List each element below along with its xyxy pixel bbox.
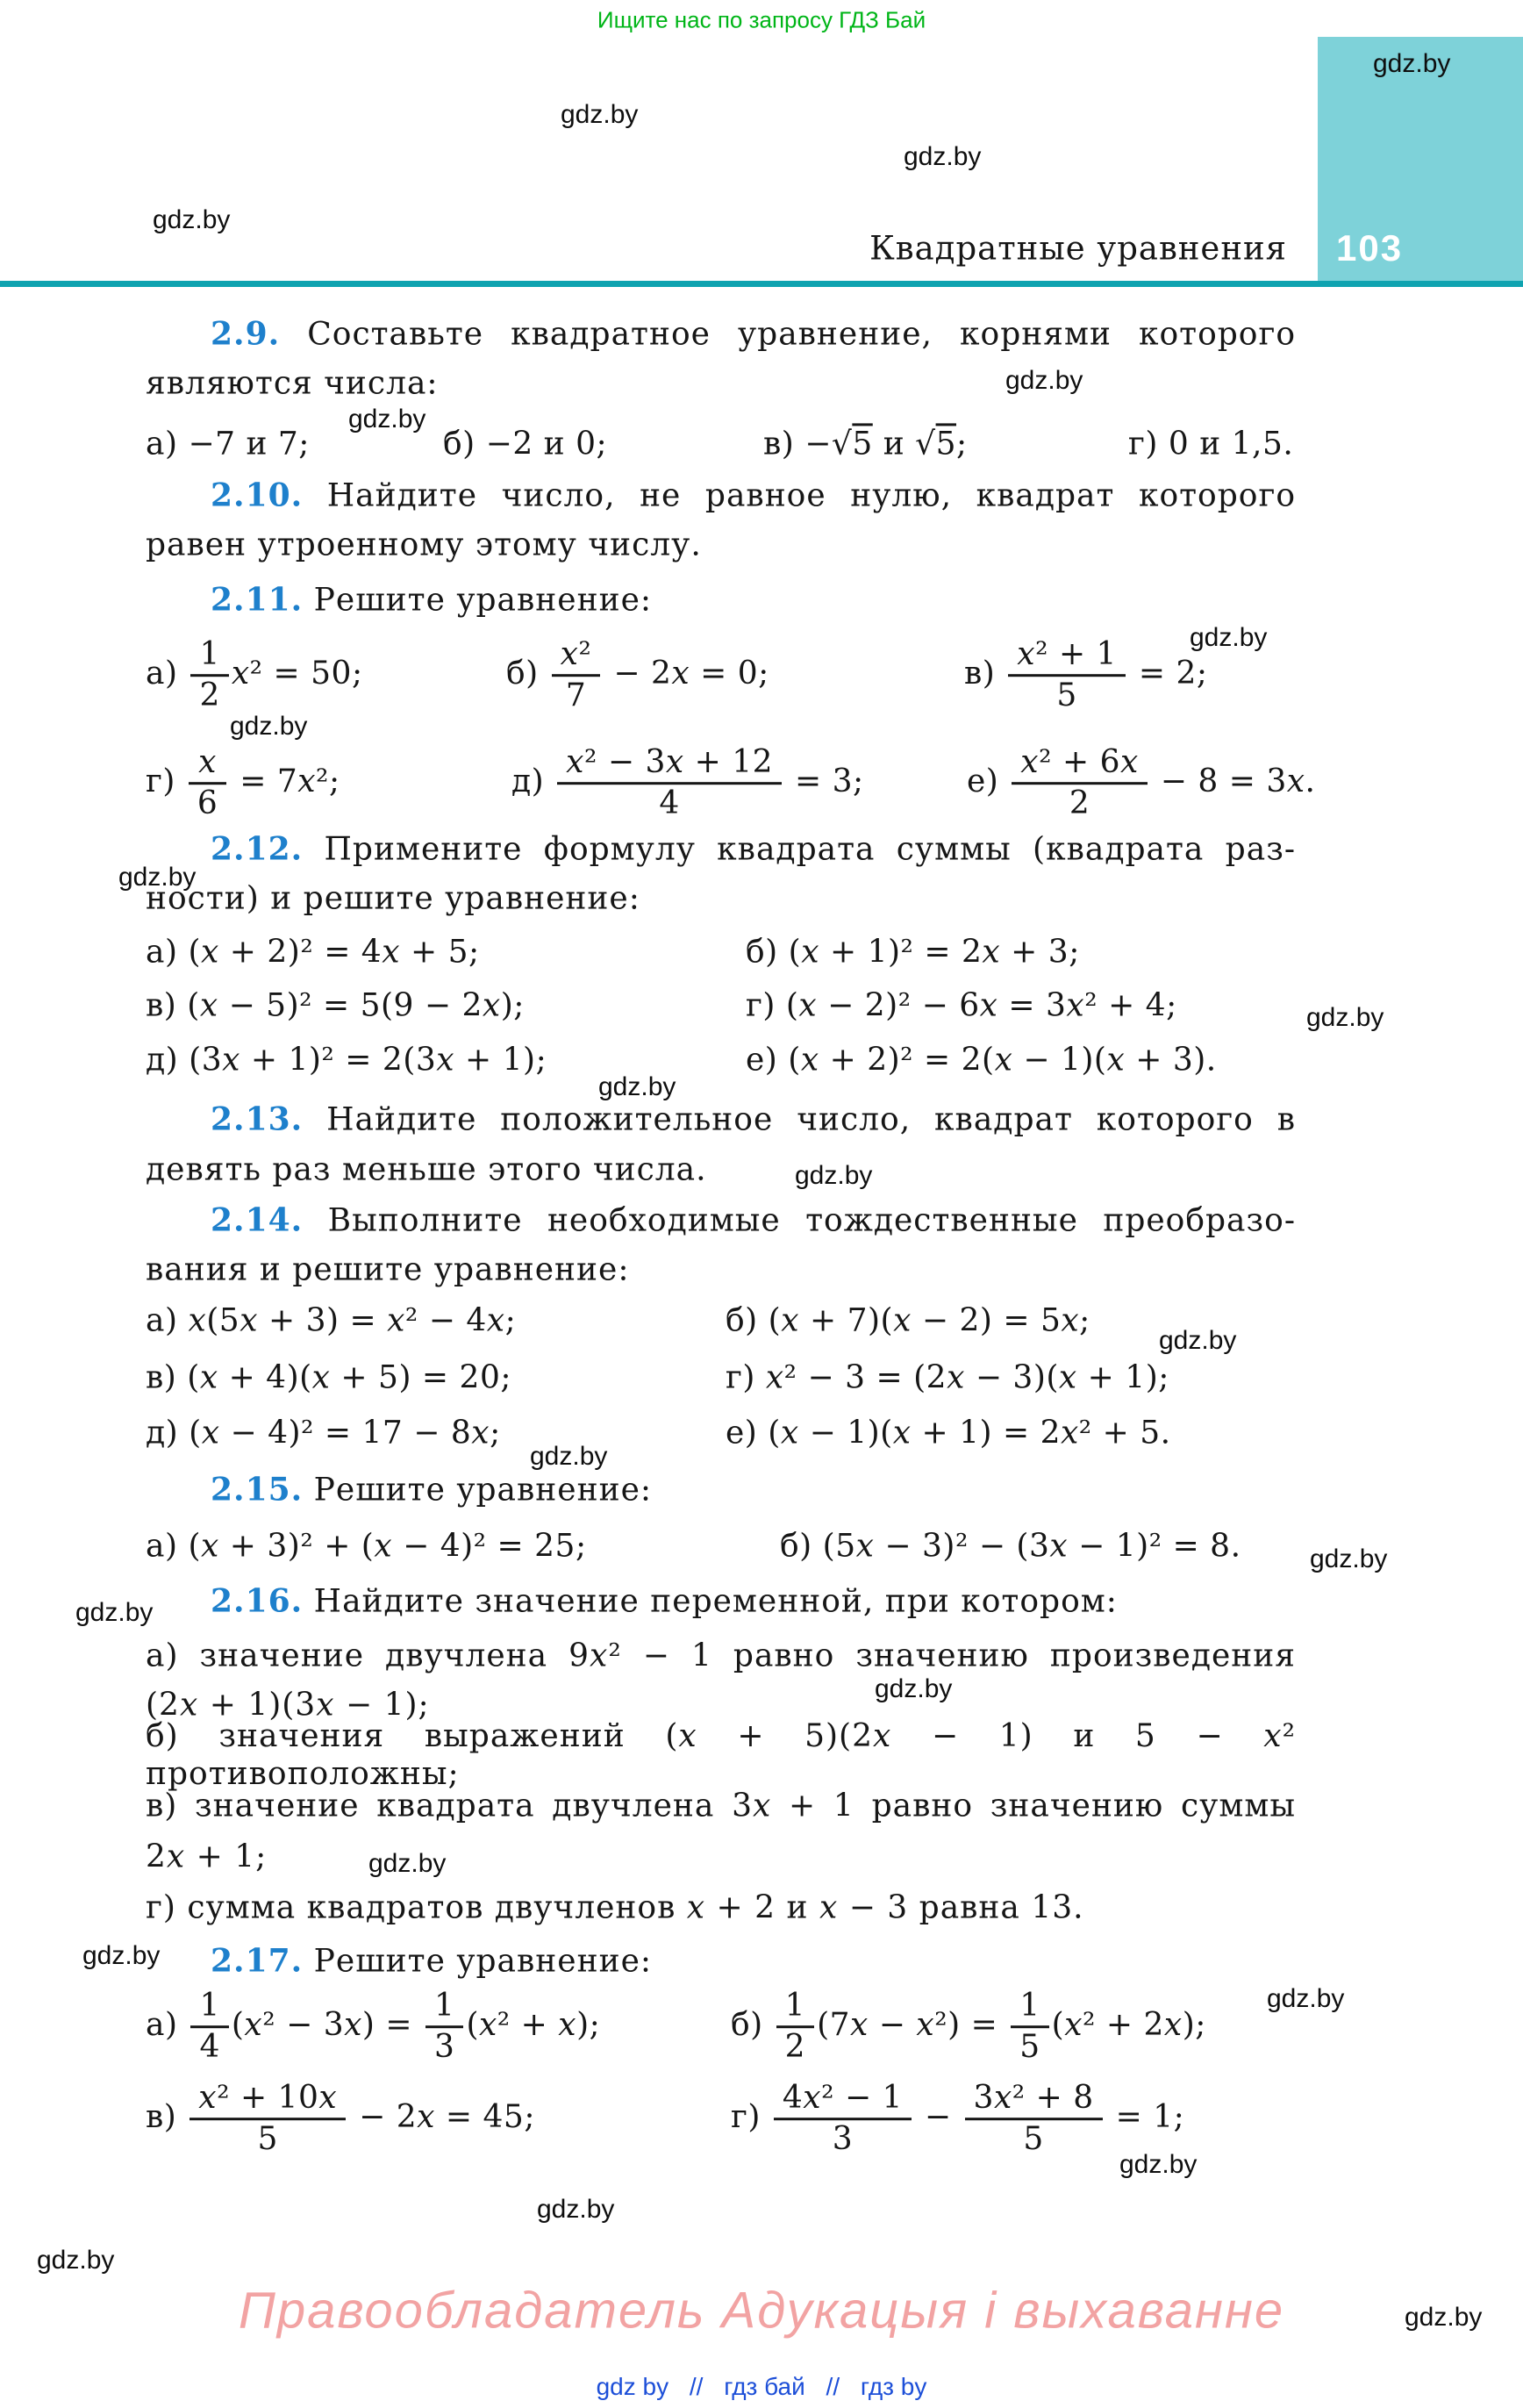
problem-text-line (211, 581, 652, 619)
watermark: gdz.by (37, 2246, 115, 2275)
problem-text-line (146, 1251, 629, 1288)
watermark: gdz.by (1306, 1003, 1384, 1032)
watermark: gdz.by (118, 863, 197, 892)
watermark: gdz.by (561, 100, 639, 129)
watermark: gdz.by (75, 1598, 154, 1627)
math-expression: а) $\frac{1}{4}$ (x² − 3x) = $\frac{1}{3}$ (x² + x); (146, 1988, 601, 2066)
problem-text-line (146, 1717, 1296, 1793)
math-expression: д) (3x + 1)² = 2(3x + 1); (146, 1042, 547, 1079)
math-expression: е) (x − 1)(x + 1) = 2x² + 5. (726, 1415, 1171, 1451)
math-expression: б) $\frac{1}{2}$ (7x − x²) = $\frac{1}{5}$ (x² + 2x); (731, 1988, 1206, 2066)
problem-number: 2.9. (211, 315, 281, 353)
problem-text: Решите уравнение: (313, 1472, 653, 1509)
problem-text-line (146, 364, 439, 402)
watermark: gdz.by (230, 712, 308, 741)
math-expression: д) $\frac{\text{x² − 3x + 12}}{4}$ = 3; (511, 744, 864, 822)
watermark: gdz.by (1373, 49, 1451, 78)
watermark: gdz.by (875, 1674, 953, 1703)
math-expression: а) (x + 2)² = 4x + 5; (146, 934, 480, 971)
problem-text: являются числа: (146, 365, 439, 402)
header-rule (0, 281, 1523, 287)
problem-number: 2.13. (211, 1100, 304, 1138)
footer-links (0, 2373, 1523, 2401)
math-expression: г) (x − 2)² − 6x = 3x² + 4; (746, 987, 1177, 1024)
math-expression: б) (5x − 3)² − (3x − 1)² = 8. (780, 1528, 1241, 1565)
problem-text: Найдите значение переменной, при котором: (313, 1583, 1118, 1620)
math-expression: а) −7 и 7; (146, 426, 310, 462)
problem-text-line (211, 1582, 1118, 1620)
problem-text-line (211, 830, 1296, 868)
problem-text: вания и решите уравнение: (146, 1251, 630, 1288)
math-expression: в) (x − 5)² = 5(9 − 2x); (146, 987, 525, 1024)
problem-text-line (146, 1838, 267, 1875)
math-expression: г) x² − 3 = (2x − 3)(x + 1); (726, 1359, 1169, 1396)
math-expression: б) (x + 1)² = 2x + 3; (746, 934, 1080, 971)
link-gdz-bai[interactable]: гдз бай (724, 2373, 805, 2400)
math-expression: а) x(5x + 3) = x² − 4x; (146, 1302, 517, 1339)
watermark: gdz.by (1190, 623, 1268, 652)
math-expression: д) (x − 4)² = 17 − 8x; (146, 1415, 501, 1451)
math-expression: а) (x + 3)² + (x − 4)² = 25; (146, 1528, 587, 1565)
problem-text: г) сумма квадратов двучленов x + 2 и x − 3 равна 13. (146, 1889, 1084, 1926)
problem-text-line (211, 1942, 652, 1980)
problem-text: 2x + 1; (146, 1838, 268, 1875)
problem-text: б) значения выражений (x + 5)(2x − 1) и 5 − x² противоположны; (146, 1717, 1297, 1792)
watermark: gdz.by (1405, 2303, 1483, 2332)
math-expression: в) $\frac{\text{x² + 10x}}{5}$ − 2x = 45; (146, 2080, 535, 2158)
problem-text-line (146, 526, 702, 563)
math-expression: г) $\frac{\text{4x² − 1}}{3}$ − $\frac{\text{3x² + 8}}{5}$ = 1; (731, 2080, 1185, 2158)
search-hint: Ищите нас по запросу ГДЗ Бай (597, 6, 926, 33)
watermark: gdz.by (153, 205, 231, 234)
problem-text-line (211, 315, 1296, 353)
link-gdz-by[interactable]: gdz by (596, 2373, 669, 2400)
math-expression: в) −√5 и √5; (763, 426, 968, 462)
problem-text-line (211, 1100, 1296, 1138)
problem-text-line (211, 1201, 1296, 1239)
problem-number: 2.15. (211, 1471, 304, 1509)
watermark: gdz.by (82, 1941, 161, 1970)
watermark: gdz.by (795, 1161, 873, 1190)
problem-text: равен утроенному этому числу. (146, 527, 702, 563)
problem-text: ности) и решите уравнение: (146, 880, 640, 917)
watermark: gdz.by (1310, 1544, 1388, 1573)
problem-text: девять раз меньше этого числа. (146, 1151, 707, 1188)
problem-number: 2.14. (211, 1201, 304, 1239)
problem-text: Составьте квадратное уравнение, корнями которого (307, 316, 1297, 353)
math-expression: е) (x + 2)² = 2(x − 1)(x + 3). (746, 1042, 1217, 1079)
watermark: gdz.by (1005, 366, 1083, 395)
problem-text: Решите уравнение: (313, 582, 653, 619)
copyright-note: Правообладатель Адукацыя і выхаванне (238, 2282, 1285, 2340)
problem-text: Примените формулу квадрата суммы (квадрата раз- (324, 831, 1296, 868)
watermark: gdz.by (1267, 1984, 1345, 2013)
problem-number: 2.10. (211, 477, 304, 514)
math-expression: б) −2 и 0; (443, 426, 608, 462)
problem-text-line (146, 1888, 1084, 1926)
math-expression: е) $\frac{\text{x² + 6x}}{2}$ − 8 = 3x. (967, 744, 1316, 822)
watermark: gdz.by (530, 1442, 608, 1471)
problem-number: 2.12. (211, 830, 304, 868)
watermark: gdz.by (1159, 1326, 1237, 1355)
math-expression: г) $\frac{x}{6}$ = 7x²; (146, 744, 340, 822)
math-expression: а) $\frac{1}{2}$ x² = 50; (146, 636, 363, 714)
problem-text-line (146, 1637, 1296, 1674)
problem-text: в) значение квадрата двучлена 3x + 1 равно значению суммы (146, 1788, 1297, 1824)
problem-number: 2.16. (211, 1582, 304, 1620)
link-separator: // (689, 2373, 704, 2400)
math-expression: б) $\frac{\text{x²}}{7}$ − 2x = 0; (506, 636, 769, 714)
problem-text-line (146, 1150, 707, 1188)
math-expression: в) $\frac{\text{x² + 1}}{5}$ = 2; (964, 636, 1208, 714)
problem-number: 2.17. (211, 1942, 304, 1980)
problem-text: а) значение двучлена 9x² − 1 равно значению произведения (146, 1638, 1296, 1674)
watermark: gdz.by (598, 1072, 676, 1101)
problem-text: Найдите число, не равное нулю, квадрат которого (326, 477, 1296, 514)
problem-text: Найдите положительное число, квадрат которого в (326, 1101, 1296, 1138)
watermark: gdz.by (368, 1849, 447, 1878)
watermark: gdz.by (904, 142, 982, 171)
problem-text-line (211, 1471, 652, 1509)
problem-text-line (146, 1787, 1296, 1824)
problem-text-line (146, 879, 640, 917)
problem-text: Выполните необходимые тождественные преобразо- (327, 1202, 1296, 1239)
math-expression: в) (x + 4)(x + 5) = 20; (146, 1359, 511, 1396)
watermark: gdz.by (1119, 2150, 1198, 2179)
section-title: Квадратные уравнения (869, 229, 1287, 268)
problem-text: Решите уравнение: (313, 1943, 653, 1980)
watermark: gdz.by (537, 2195, 615, 2224)
page-number: 103 (1336, 227, 1404, 269)
math-expression: б) (x + 7)(x − 2) = 5x; (726, 1302, 1090, 1339)
problem-text-line (211, 477, 1296, 514)
problem-text: (2x + 1)(3x − 1); (146, 1687, 430, 1724)
watermark: gdz.by (348, 405, 426, 434)
link-separator: // (826, 2373, 840, 2400)
link-gdz-by-2[interactable]: гдз by (860, 2373, 927, 2400)
math-expression: г) 0 и 1,5. (1128, 426, 1294, 462)
problem-number: 2.11. (211, 581, 304, 619)
